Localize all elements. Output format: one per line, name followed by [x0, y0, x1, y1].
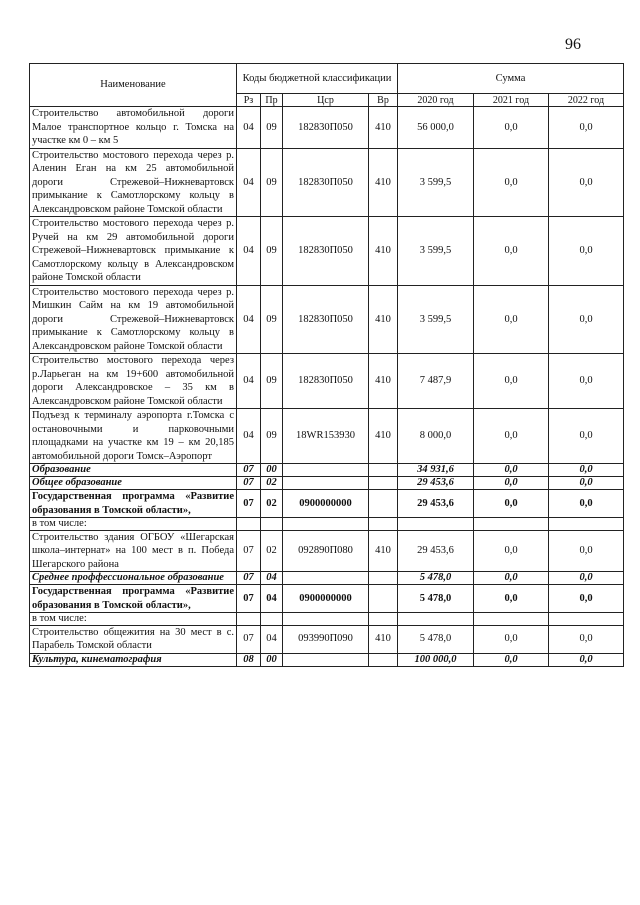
row-2020: 100 000,0 [398, 653, 474, 666]
table-row [30, 625, 624, 653]
row-2020: 56 000,0 [398, 107, 474, 149]
row-vr [369, 585, 398, 613]
column-header-csr: Цср [283, 94, 369, 107]
row-vr [369, 613, 398, 626]
row-2020: 5 478,0 [398, 585, 474, 613]
row-vr: 410 [369, 354, 398, 409]
row-2022: 0,0 [549, 490, 624, 518]
row-2021: 0,0 [474, 572, 549, 585]
row-2021: 0,0 [474, 585, 549, 613]
column-header-pr: Пр [261, 94, 283, 107]
row-csr: 0900000000 [283, 585, 369, 613]
row-name: Строительство мостового перехода через р.Ларьеган на км 19+600 автомобильной дороги Александровское – 35 км в Александровском районе Томской области [30, 354, 237, 409]
row-name: Строительство мостового перехода через р. Ручей на км 29 автомобильной дороги Стрежевой–Нижневартовск примыкание к Самотлорскому кольцу в Александровском районе Томской области [30, 217, 237, 286]
column-header-codes: Коды бюджетной классификации [237, 64, 398, 94]
row-vr: 410 [369, 148, 398, 217]
row-pr: 02 [261, 530, 283, 572]
row-rz: 07 [237, 625, 261, 653]
row-csr [283, 477, 369, 490]
row-2022: 0,0 [549, 409, 624, 464]
row-2020: 3 599,5 [398, 217, 474, 286]
row-rz [237, 613, 261, 626]
row-vr: 410 [369, 409, 398, 464]
row-2022: 0,0 [549, 477, 624, 490]
row-csr [283, 653, 369, 666]
column-header-vr: Вр [369, 94, 398, 107]
row-vr [369, 477, 398, 490]
row-2020: 3 599,5 [398, 285, 474, 354]
column-header-name: Наименование [30, 64, 237, 107]
row-rz: 04 [237, 285, 261, 354]
row-name: в том числе: [30, 613, 237, 626]
row-2021: 0,0 [474, 148, 549, 217]
table-row [30, 409, 624, 464]
row-2021: 0,0 [474, 354, 549, 409]
row-vr [369, 464, 398, 477]
row-name: Строительство общежития на 30 мест в с. Парабель Томской области [30, 625, 237, 653]
row-pr: 09 [261, 107, 283, 149]
section-row [30, 464, 624, 477]
row-rz: 08 [237, 653, 261, 666]
row-pr: 02 [261, 490, 283, 518]
row-2020: 34 931,6 [398, 464, 474, 477]
row-vr: 410 [369, 107, 398, 149]
column-header-2020: 2020 год [398, 94, 474, 107]
row-2020: 5 478,0 [398, 572, 474, 585]
subheading-row [30, 613, 624, 626]
row-rz: 04 [237, 409, 261, 464]
row-2021: 0,0 [474, 107, 549, 149]
row-name: Государственная программа «Развитие образования в Томской области», [30, 585, 237, 613]
row-2021: 0,0 [474, 464, 549, 477]
row-2022: 0,0 [549, 148, 624, 217]
row-2021: 0,0 [474, 653, 549, 666]
row-2021: 0,0 [474, 217, 549, 286]
row-2022: 0,0 [549, 585, 624, 613]
row-csr: 18WR153930 [283, 409, 369, 464]
row-2022: 0,0 [549, 217, 624, 286]
budget-table [29, 63, 624, 667]
table-row [30, 354, 624, 409]
row-pr [261, 613, 283, 626]
row-name: Среднее проффессиональное образование [30, 572, 237, 585]
row-pr: 09 [261, 217, 283, 286]
section-row [30, 477, 624, 490]
header-row-top [30, 64, 624, 94]
row-2021: 0,0 [474, 477, 549, 490]
row-2020: 7 487,9 [398, 354, 474, 409]
row-2020: 3 599,5 [398, 148, 474, 217]
row-pr: 09 [261, 354, 283, 409]
column-header-2021: 2021 год [474, 94, 549, 107]
row-name: Подъезд к терминалу аэропорта г.Томска с остановочными и парковочными площадками на участке км 19 – км 20,185 автомобильной дороги Томск–Аэропорт [30, 409, 237, 464]
program-row [30, 490, 624, 518]
row-2021: 0,0 [474, 625, 549, 653]
row-2021: 0,0 [474, 285, 549, 354]
row-pr: 04 [261, 585, 283, 613]
row-2022: 0,0 [549, 653, 624, 666]
row-name: Образование [30, 464, 237, 477]
row-2020 [398, 518, 474, 531]
row-csr [283, 572, 369, 585]
table-row [30, 285, 624, 354]
row-rz: 07 [237, 572, 261, 585]
row-name: Государственная программа «Развитие образования в Томской области», [30, 490, 237, 518]
row-pr: 00 [261, 464, 283, 477]
row-2022: 0,0 [549, 354, 624, 409]
row-name: Строительство здания ОГБОУ «Шегарская школа–интернат» на 100 мест в п. Победа Шегарского района [30, 530, 237, 572]
section-row [30, 653, 624, 666]
row-rz: 04 [237, 354, 261, 409]
row-csr: 093990П090 [283, 625, 369, 653]
row-rz: 04 [237, 148, 261, 217]
row-2022 [549, 518, 624, 531]
row-rz: 07 [237, 585, 261, 613]
row-pr [261, 518, 283, 531]
row-rz: 07 [237, 530, 261, 572]
row-2020: 5 478,0 [398, 625, 474, 653]
row-csr [283, 613, 369, 626]
row-rz [237, 518, 261, 531]
row-2022 [549, 613, 624, 626]
row-pr: 04 [261, 625, 283, 653]
subheading-row [30, 518, 624, 531]
row-2022: 0,0 [549, 464, 624, 477]
table-row [30, 530, 624, 572]
row-2022: 0,0 [549, 107, 624, 149]
row-name: Строительство автомобильной дороги Малое транспортное кольцо г. Томска на участке км 0 – км 5 [30, 107, 237, 149]
row-rz: 04 [237, 107, 261, 149]
row-vr: 410 [369, 625, 398, 653]
row-vr [369, 518, 398, 531]
row-2021 [474, 518, 549, 531]
row-rz: 07 [237, 477, 261, 490]
row-2021 [474, 613, 549, 626]
row-vr: 410 [369, 530, 398, 572]
row-pr: 04 [261, 572, 283, 585]
row-vr [369, 653, 398, 666]
row-2022: 0,0 [549, 572, 624, 585]
page-number: 96 [565, 36, 581, 53]
row-2021: 0,0 [474, 409, 549, 464]
row-csr: 0900000000 [283, 490, 369, 518]
column-header-sum: Сумма [398, 64, 624, 94]
row-csr: 092890П080 [283, 530, 369, 572]
section-row [30, 572, 624, 585]
row-rz: 07 [237, 490, 261, 518]
column-header-2022: 2022 год [549, 94, 624, 107]
row-2020: 8 000,0 [398, 409, 474, 464]
row-vr: 410 [369, 285, 398, 354]
row-vr [369, 490, 398, 518]
program-row [30, 585, 624, 613]
row-name: Строительство мостового перехода через р. Аленин Еган на км 25 автомобильной дороги Стрежевой–Нижневартовск примыкание к Самотлорскому кольцу в Александровском районе Томской области [30, 148, 237, 217]
row-csr [283, 464, 369, 477]
row-rz: 04 [237, 217, 261, 286]
row-pr: 00 [261, 653, 283, 666]
column-header-rz: Рз [237, 94, 261, 107]
row-pr: 02 [261, 477, 283, 490]
row-2022: 0,0 [549, 285, 624, 354]
row-2020: 29 453,6 [398, 530, 474, 572]
row-name: Общее образование [30, 477, 237, 490]
row-2022: 0,0 [549, 530, 624, 572]
table-row [30, 107, 624, 149]
row-csr: 182830П050 [283, 148, 369, 217]
table-row [30, 217, 624, 286]
row-vr [369, 572, 398, 585]
row-vr: 410 [369, 217, 398, 286]
row-name: Строительство мостового перехода через р. Мишкин Сайм на км 19 автомобильной дороги Стрежевой–Нижневартовск примыкание к Самотлорскому кольцу в Александровском районе Томской области [30, 285, 237, 354]
row-2021: 0,0 [474, 490, 549, 518]
table-row [30, 148, 624, 217]
row-2020: 29 453,6 [398, 490, 474, 518]
row-pr: 09 [261, 285, 283, 354]
row-name: Культура, кинематография [30, 653, 237, 666]
row-rz: 07 [237, 464, 261, 477]
row-2022: 0,0 [549, 625, 624, 653]
row-csr: 182830П050 [283, 217, 369, 286]
row-csr: 182830П050 [283, 107, 369, 149]
row-pr: 09 [261, 148, 283, 217]
row-csr: 182830П050 [283, 285, 369, 354]
row-pr: 09 [261, 409, 283, 464]
row-2020: 29 453,6 [398, 477, 474, 490]
row-csr: 182830П050 [283, 354, 369, 409]
row-2020 [398, 613, 474, 626]
row-2021: 0,0 [474, 530, 549, 572]
row-csr [283, 518, 369, 531]
row-name: в том числе: [30, 518, 237, 531]
